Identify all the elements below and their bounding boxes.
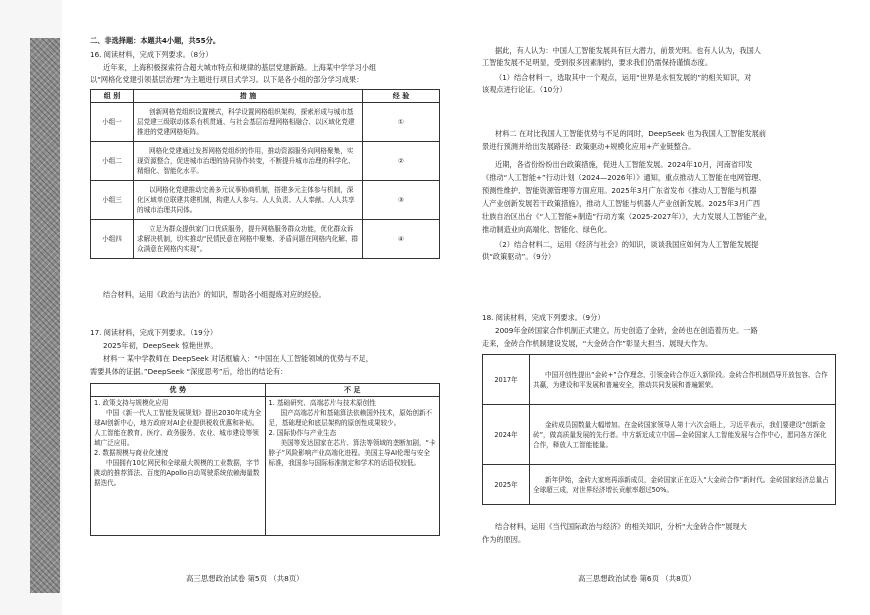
footer-page-5: 高三思想政治试卷 第5页 （共8页） bbox=[186, 574, 304, 583]
table-row bbox=[91, 220, 440, 259]
q16-table-header bbox=[91, 90, 440, 103]
q16-header-measures: 措 施 bbox=[134, 90, 363, 103]
q17-m2-p1: 近期，各省份纷纷出台政策措施，促进人工智能发展。2024年10月，河南省印发 bbox=[495, 160, 753, 169]
q17-m2-p6: 推动制造业向高端化、智能化、绿色化。 bbox=[482, 225, 612, 234]
table-row bbox=[483, 355, 836, 405]
section-title: 二、非选择题：本题共4小题，共55分。 bbox=[90, 36, 221, 45]
q17-line-b: 材料一 某中学教师在 DeepSeek 对话框输入：“中国在人工智能领域的优势与不足， bbox=[103, 354, 373, 363]
q17-cont-1: 据此，有人认为：中国人工智能发展具有巨大潜力，前景光明。也有人认为，我国人 bbox=[495, 46, 761, 55]
q17-line-c: 需要具体的证据。”DeepSeek “深度思考”后，给出的结论有： bbox=[90, 367, 288, 376]
q18-year-1: 2017年 bbox=[483, 355, 530, 405]
q17-header-dis: 不 足 bbox=[265, 384, 440, 397]
q18-text-3: 新年伊始，金砖大家庭再添新成员，金砖国家正在迈入“大金砖合作”新时代。金砖国家经济总量占全球超三成，对世界经济增长贡献率超过50%。 bbox=[530, 465, 836, 505]
q18-year-2: 2024年 bbox=[483, 405, 530, 465]
q18-table bbox=[482, 354, 836, 505]
q18-text-2: 金砖成员国数量大幅增加。在金砖国家领导人第十六次会晤上，习近平表示，我们要建设“创新金砖”，做高质量发展的先行者。中方新近成立中国—金砖国家人工智能发展与合作中心，愿同各方深化合作，释放人工智能能量。 bbox=[530, 405, 836, 465]
table-row bbox=[483, 465, 836, 505]
q17-m2-p3: 预测性维护、智能资源管理等方面应用。2025年3月广东省发布《推动人工智能与机器 bbox=[482, 186, 757, 195]
q17-title: 17. 阅读材料，完成下列要求。（19分） bbox=[90, 328, 218, 337]
q17-task-1b: 该观点进行论证。（10分） bbox=[482, 85, 567, 94]
q17-dis-cell bbox=[265, 397, 440, 536]
q17-adv-4: 中国拥有10亿网民和全球最大规模的工业数据，字节跳动的推荐算法、百度的Apollo自动驾驶系统依赖海量数据迭代。 bbox=[94, 459, 260, 487]
q16-group-3: 小组三 bbox=[91, 181, 134, 220]
q17-table bbox=[90, 383, 440, 536]
q17-adv-3: 2. 数据规模与商业化速度 bbox=[94, 449, 169, 457]
q18-task-1: 结合材料，运用《当代国际政治与经济》的相关知识，分析“大金砖合作”展现大 bbox=[495, 522, 747, 531]
q17-adv-1: 1. 政策支持与规模化应用 bbox=[94, 399, 169, 407]
q18-year-3: 2025年 bbox=[483, 465, 530, 505]
q18-intro-2: 走来，金砖合作机制建设发展，“大金砖合作”彰显大担当、展现大作为。 bbox=[482, 339, 713, 348]
footer-page-6: 高三思想政治试卷 第6页 （共8页） bbox=[578, 574, 696, 583]
q17-adv-cell bbox=[91, 397, 266, 536]
binding-margin bbox=[0, 0, 62, 615]
q16-measure-2: 网格化党建通过发挥网格党组织的作用，推动资源服务向网格聚集，实现资源整合，促进城市治理的协同协作转变，不断提升城市治理的科学化、精细化、智能化水平。 bbox=[134, 142, 363, 181]
q17-m2-p4: 人产业创新发展若干政策措施》，推动人工智能与机器人产业创新发展。2025年3月广西 bbox=[482, 199, 761, 208]
q16-mark-1: ① bbox=[363, 103, 440, 142]
q16-title: 16. 阅读材料，完成下列要求。（8分） bbox=[90, 50, 213, 59]
q16-intro-2: 以“网格化党建引领基层治理”为主题进行项目式学习。以下是各小组的部分学习成果： bbox=[90, 75, 364, 84]
q16-group-4: 小组四 bbox=[91, 220, 134, 259]
q17-m2-1: 材料二 在对比我国人工智能优势与不足的同时，DeepSeek 也为我国人工智能发展前 bbox=[495, 129, 767, 138]
q16-mark-2: ② bbox=[363, 142, 440, 181]
table-row bbox=[483, 405, 836, 465]
q17-table-header bbox=[91, 384, 440, 397]
q17-dis-3: 2. 国际协作与产业生态 bbox=[268, 429, 337, 437]
q18-title: 18. 阅读材料，完成下列要求。（9分） bbox=[482, 313, 605, 322]
q17-line-a: 2025年初，DeepSeek 惊艳世界。 bbox=[103, 341, 218, 350]
q17-dis-2: 国产高端芯片和基础算法依赖国外技术，原始创新不足，基础理论和底层架构的原创性成果较少。 bbox=[268, 409, 433, 427]
table-row bbox=[91, 397, 440, 536]
q17-m2-p5: 壮族自治区出台《“人工智能+制造”行动方案（2025-2027年）》，大力发展人工智能产业， bbox=[482, 212, 772, 221]
q16-group-1: 小组一 bbox=[91, 103, 134, 142]
q18-text-1: 中国开创性提出“金砖+”合作理念，引领金砖合作迈入新阶段。金砖合作机制倡导开放包容、合作共赢，为建设和平发展和普遍安全，推动共同发展和普遍繁荣。 bbox=[530, 355, 836, 405]
q16-measure-1: 创新网格党组织设置模式，科学设置网格组织架构，探索形成与城市基层党建三级联动体系有机贯通、与社会基层治理网格相融合、以区域化党建推进的党建网格矩阵。 bbox=[134, 103, 363, 142]
q16-intro-1: 近年来，上海积极探索符合超大城市特点和规律的基层党建新路。上海某中学学习小组 bbox=[103, 63, 377, 72]
q16-task: 结合材料，运用《政治与法治》的知识，帮助各小组提炼对应的经验。 bbox=[103, 290, 326, 299]
q16-group-2: 小组二 bbox=[91, 142, 134, 181]
q17-task-2b: 供“政策驱动”。（9分） bbox=[482, 252, 556, 261]
q16-measure-3: 以网格化党建推动完善多元议事协商机制，搭建多元主体参与机制，深化区域单位联建共建机制，构建人人参与、人人负责、人人奉献、人人共享的城市治理共同体。 bbox=[134, 181, 363, 220]
q16-mark-4: ④ bbox=[363, 220, 440, 259]
q17-dis-1: 1. 基础研究、高端芯片与技术原创性 bbox=[268, 399, 376, 407]
binding-strip bbox=[30, 38, 60, 593]
q17-m2-p2: 《推动“人工智能+”行动计划（2024—2026年）》通知，重点推动人工智能在电网管理、 bbox=[482, 173, 766, 182]
q16-header-experience: 经 验 bbox=[363, 90, 440, 103]
q18-task-2: 作为的原因。 bbox=[482, 535, 526, 544]
q17-adv-2: 中国《新一代人工智能发展规划》提出2030年成为全球AI创新中心，地方政府对AI企业提供税收优惠和补贴。人工智能在教育、医疗、政务服务、农业、城市建设等领域广泛应用。 bbox=[94, 409, 262, 447]
q16-measure-4: 立足为群众提供家门口优质服务，提升网格服务群众功能，优化群众诉求解决机制，切实推动“民情民意在网格中聚集、矛盾问题在网格内化解、群众满意在网格内实现”。 bbox=[134, 220, 363, 259]
q16-header-group: 组 别 bbox=[91, 90, 134, 103]
q17-dis-4: 美国等发达国家在芯片、算法等领域的垄断加剧，“卡脖子”风险影响产业高端化进程。美国主导AI伦理与安全标准，我国参与国际标准制定和学术的话语权较低。 bbox=[268, 439, 436, 467]
q16-mark-3: ③ bbox=[363, 181, 440, 220]
q17-header-adv: 优 势 bbox=[91, 384, 266, 397]
q18-intro-1: 2009年金砖国家合作机制正式建立。历史创造了金砖，金砖也在创造着历史。一路 bbox=[495, 326, 758, 335]
table-row bbox=[91, 142, 440, 181]
q17-task-2a: （2）结合材料二，运用《经济与社会》的知识，谈谈我国应如何为人工智能发展提 bbox=[495, 240, 759, 249]
table-row bbox=[91, 181, 440, 220]
q17-task-1a: （1）结合材料一，选取其中一个观点，运用“世界是永恒发展的”的相关知识，对 bbox=[495, 73, 752, 82]
q17-cont-2: 工智能发展不足明显，受到很多因素制约，要求我们仍需保持谨慎态度。 bbox=[482, 58, 713, 67]
q17-m2-2: 景进行预测并给出发展路径：政策驱动+规模化应用+产业链整合。 bbox=[482, 142, 696, 151]
q16-table bbox=[90, 89, 440, 259]
table-row bbox=[91, 103, 440, 142]
